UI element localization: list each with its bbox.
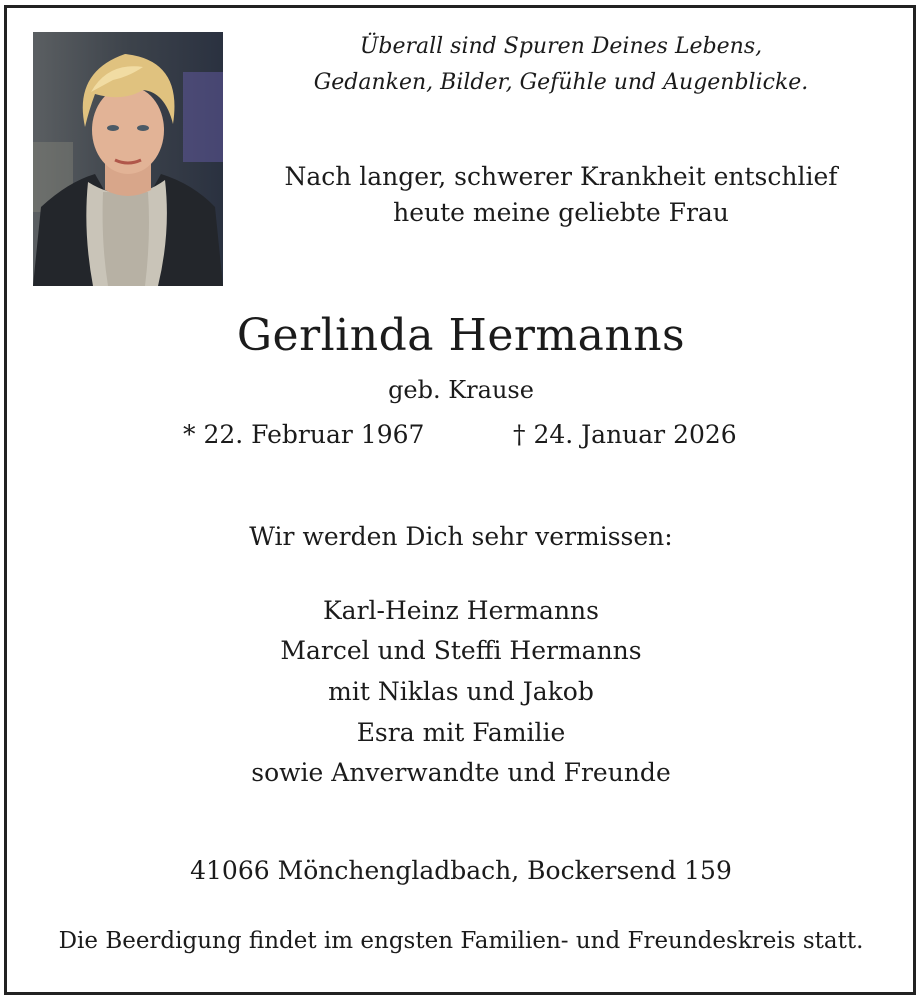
mourner-line: sowie Anverwandte und Freunde bbox=[251, 758, 671, 787]
mourner-line: Esra mit Familie bbox=[356, 718, 566, 747]
maiden-name: geb. Krause bbox=[388, 376, 534, 404]
death-date: † 24. Januar 2026 bbox=[513, 420, 737, 449]
quote-line-1: Überall sind Spuren Deines Lebens, bbox=[359, 34, 763, 59]
closing-line: Wir werden Dich sehr vermissen: bbox=[249, 522, 673, 551]
intro-line-2: heute meine geliebte Frau bbox=[393, 198, 729, 227]
quote-line-2: Gedanken, Bilder, Gefühle und Augenblicke. bbox=[313, 70, 809, 95]
mourner-line: Marcel und Steffi Hermanns bbox=[280, 636, 642, 665]
intro-line-1: Nach langer, schwerer Krankheit entschlief bbox=[284, 162, 838, 191]
address: 41066 Mönchengladbach, Bockersend 159 bbox=[190, 856, 732, 885]
mourner-line: mit Niklas und Jakob bbox=[328, 677, 594, 706]
mourner-line: Karl-Heinz Hermanns bbox=[323, 596, 599, 625]
birth-date: * 22. Februar 1967 bbox=[183, 420, 425, 449]
deceased-name: Gerlinda Hermanns bbox=[236, 310, 686, 361]
funeral-note: Die Beerdigung findet im engsten Familien- und Freundeskreis statt. bbox=[58, 928, 864, 954]
